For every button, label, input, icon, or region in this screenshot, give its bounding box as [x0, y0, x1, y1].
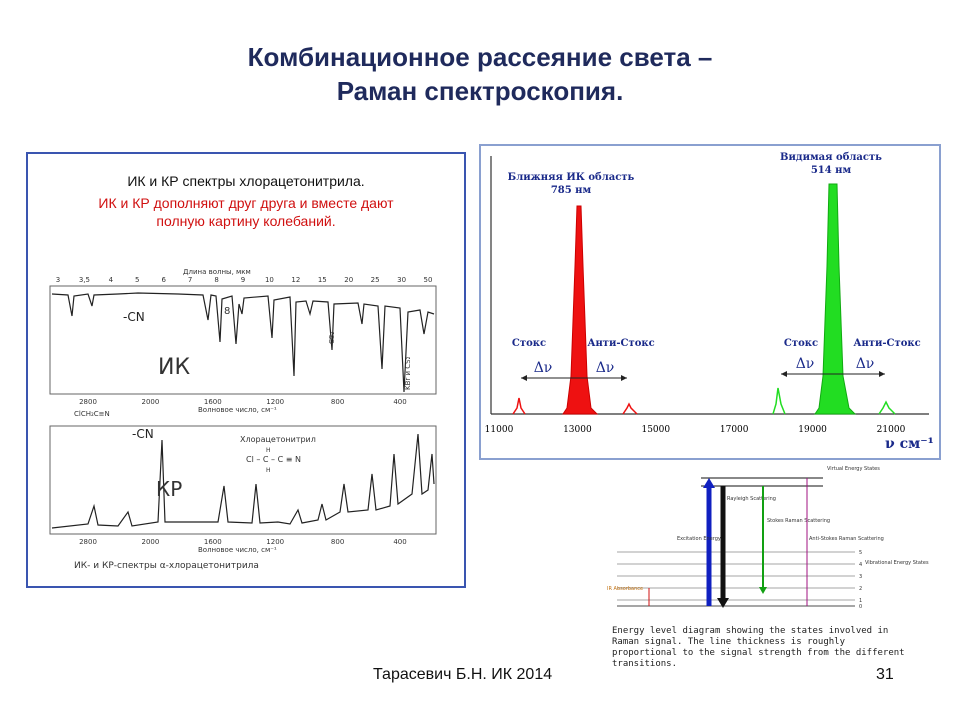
- top-tick-label: 25: [370, 276, 380, 284]
- spectra-figure: [28, 154, 464, 586]
- raman-tick-label: 800: [330, 538, 345, 546]
- top-tick-label: 12: [291, 276, 301, 284]
- top-tick-label: 15: [317, 276, 327, 284]
- nir-antistokes-label: Анти-Стокс: [587, 338, 655, 349]
- spectra-note-line-1: ИК и КР дополняют друг друга и вместе дают: [98, 195, 394, 211]
- ir-tick-label: 400: [393, 398, 407, 406]
- raman-tick-label: 2800: [79, 538, 97, 546]
- title-line-2: Раман спектроскопия.: [336, 76, 624, 106]
- title-line-1: Комбинационное рассеяние света –: [247, 42, 713, 72]
- top-tick-label: 3,5: [78, 276, 90, 284]
- label-rayleigh: Rayleigh Scattering: [727, 496, 776, 502]
- level-number: 5: [859, 550, 863, 556]
- level-number: 1: [859, 598, 863, 604]
- raman-x-tick-label: 15000: [641, 425, 671, 435]
- slide-title: [0, 40, 960, 108]
- top-tick-label: 5: [135, 276, 140, 284]
- nir-antistokes-peak: [623, 404, 637, 414]
- raman-compound-name: Хлорацетонитрил: [240, 435, 316, 444]
- raman-tick-label: 400: [393, 538, 407, 546]
- top-tick-label: 50: [423, 276, 433, 284]
- raman-x-tick-label: 21000: [876, 425, 906, 435]
- raman-x-tick-label: 17000: [719, 425, 749, 435]
- vis-delta-stokes: Δν: [795, 356, 815, 372]
- level-number: 4: [859, 562, 863, 568]
- raman-axis-label: Волновое число, см⁻¹: [198, 546, 277, 554]
- ir-raman-spectra-panel: [26, 152, 466, 588]
- formula-h-top: H: [266, 447, 271, 454]
- vis-antistokes-label: Анти-Стокс: [853, 338, 921, 349]
- raman-bottom-axis-ticks: [79, 538, 407, 546]
- raman-tick-label: 2000: [141, 538, 160, 546]
- ir-cn-label: -CN: [123, 310, 145, 324]
- top-tick-label: 9: [240, 276, 246, 284]
- spectra-note-line-2: полную картину колебаний.: [156, 213, 336, 229]
- raman-x-tick-label: 19000: [798, 425, 827, 435]
- formula-h-bottom: H: [266, 467, 271, 474]
- level-number: 2: [859, 586, 863, 592]
- ir-cs2-label: CS₂: [328, 331, 336, 344]
- footer-author: Тарасевич Б.Н. ИК 2014: [373, 666, 553, 683]
- nir-label-line-2: 785 нм: [550, 185, 592, 196]
- ir-tick-label: 800: [330, 398, 345, 406]
- level-number: 3: [859, 574, 863, 580]
- label-stokes: Stokes Raman Scattering: [767, 518, 831, 524]
- energy-level-diagram: [597, 460, 929, 685]
- level-number: 0: [859, 604, 863, 610]
- label-excitation: Excitation Energy: [677, 536, 721, 542]
- top-tick-label: 3: [55, 276, 61, 284]
- nir-stokes-peak: [513, 398, 525, 414]
- energy-caption: Energy level diagram showing the states involved in Raman signal. The line thickness is roughly proportional to the signal strength from the different transitions.: [612, 626, 905, 669]
- top-axis-ticks: [56, 276, 433, 284]
- raman-spectrum-line: [52, 434, 434, 528]
- excitation-arrowhead: [703, 478, 715, 488]
- vis-delta-antistokes: Δν: [855, 356, 875, 372]
- raman-excitation-figure: [479, 144, 941, 460]
- top-tick-label: 4: [108, 276, 114, 284]
- ir-tick-label: 2000: [141, 398, 160, 406]
- nir-delta-antistokes: Δν: [595, 360, 615, 376]
- bottom-caption: ИК- и КР-спектры α-хлорацетонитрила: [74, 561, 259, 571]
- ir-kbr-label: KBr и CS₂: [404, 356, 412, 390]
- page-number: 31: [876, 666, 894, 683]
- ir-compound: ClCH₂C≡N: [74, 410, 110, 418]
- raman-formula: Cl – C – C ≡ N: [246, 455, 301, 464]
- nir-label-line-1: Ближняя ИК область: [507, 172, 635, 183]
- raman-x-tick-label: 13000: [563, 425, 592, 435]
- label-ir: IR Absorbance: [607, 586, 644, 592]
- ir-label: ИК: [158, 355, 191, 380]
- vis-laser-peak: [815, 184, 855, 414]
- raman-chart: [481, 146, 939, 458]
- top-tick-label: 6: [161, 276, 166, 284]
- label-antistokes: Anti-Stokes Raman Scattering: [809, 536, 884, 542]
- vis-stokes-label: Стокс: [783, 338, 819, 349]
- raman-tick-label: 1200: [266, 538, 285, 546]
- vis-label-line-1: Видимая область: [780, 152, 882, 163]
- top-tick-label: 10: [264, 276, 274, 284]
- raman-tick-label: 1600: [203, 538, 222, 546]
- top-tick-label: 7: [187, 276, 193, 284]
- raman-label: КР: [156, 477, 183, 501]
- top-tick-label: 8: [214, 276, 219, 284]
- ir-spectrum-line: [52, 293, 434, 392]
- nir-stokes-label: Стокс: [511, 338, 547, 349]
- ir-bottom-axis-ticks: [79, 398, 407, 406]
- ir-tick-label: 1200: [266, 398, 285, 406]
- raman-cn-label: -CN: [132, 427, 154, 441]
- label-virtual: Virtual Energy States: [827, 466, 880, 472]
- vis-label-line-2: 514 нм: [810, 165, 852, 176]
- rayleigh-arrowhead: [717, 598, 729, 608]
- top-axis-label: Длина волны, мкм: [183, 268, 251, 276]
- ir-axis-label: Волновое число, см⁻¹: [198, 406, 277, 414]
- nir-delta-stokes: Δν: [533, 360, 553, 376]
- raman-unit-label: ν см⁻¹: [885, 436, 934, 452]
- level-numbers: [859, 550, 862, 610]
- ir-tick-label: 1600: [203, 398, 222, 406]
- top-tick-label: 30: [397, 276, 407, 284]
- stokes-arrowhead: [759, 587, 767, 594]
- ir-peak-label: 8: [224, 306, 231, 317]
- top-tick-label: 20: [344, 276, 354, 284]
- label-vibrational: Vibrational Energy States: [865, 560, 929, 566]
- vis-stokes-peak: [773, 388, 785, 414]
- raman-x-ticks: [485, 425, 906, 435]
- raman-x-tick-label: 11000: [484, 425, 514, 435]
- vis-antistokes-peak: [879, 402, 895, 414]
- nir-laser-peak: [563, 206, 597, 414]
- spectra-caption: ИК и КР спектры хлорацетонитрила.: [127, 173, 365, 189]
- ir-tick-label: 2800: [79, 398, 97, 406]
